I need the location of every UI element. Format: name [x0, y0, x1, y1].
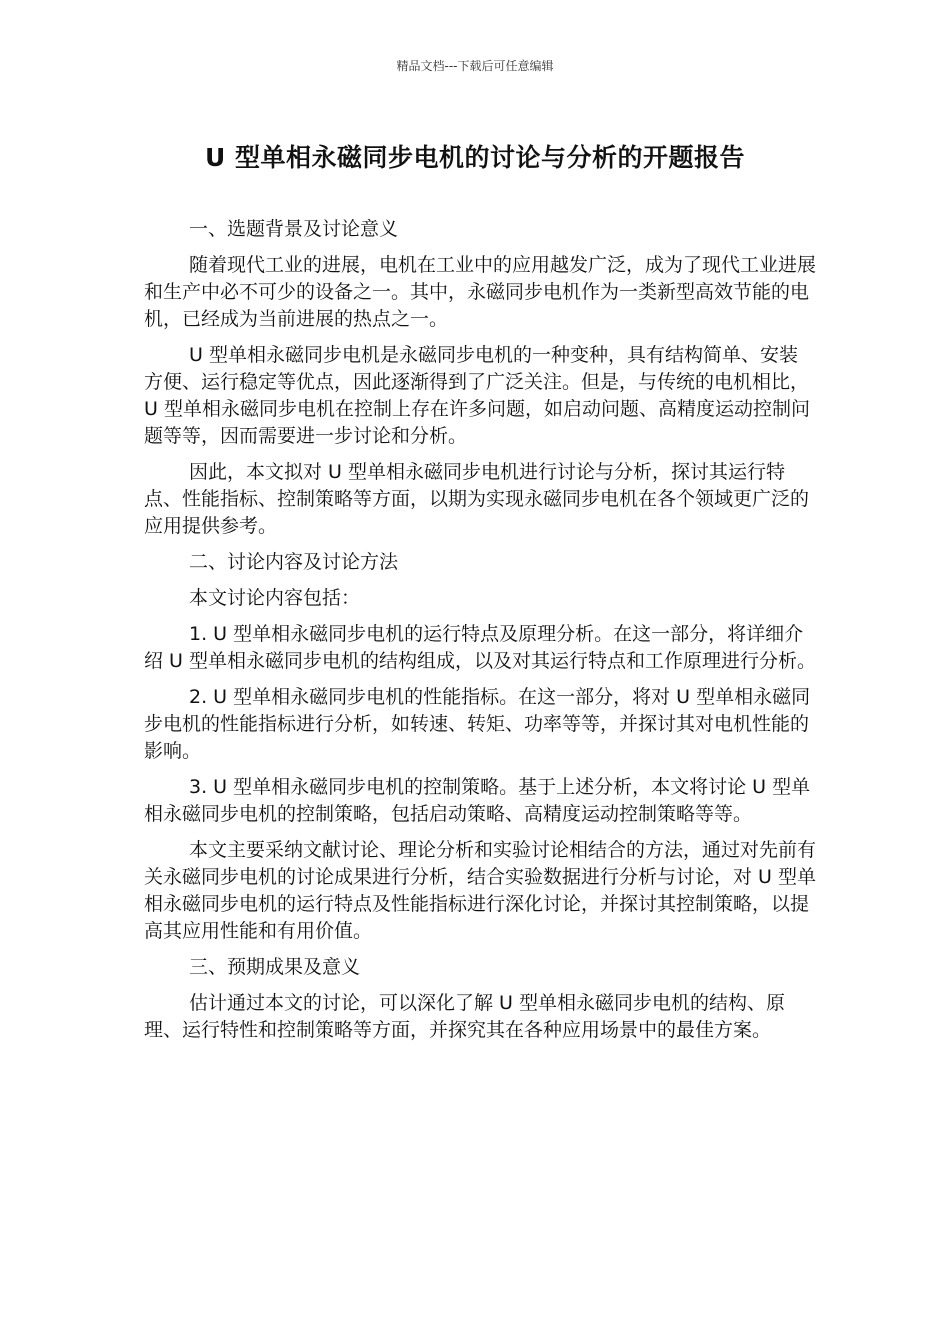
paragraph: 随着现代工业的进展，电机在工业中的应用越发广泛，成为了现代工业进展和生产中必不可少的设备之一。其中，永磁同步电机作为一类新型高效节能的电机，已经成为当前进展的热点之一。 [144, 254, 817, 330]
document-title: U 型单相永磁同步电机的讨论与分析的开题报告 [204, 143, 745, 172]
paragraph: 估计通过本文的讨论，可以深化了解 U 型单相永磁同步电机的结构、原理、运行特性和控制策略等方面，并探究其在各种应用场景中的最佳方案。 [144, 992, 785, 1041]
section-heading-2: 二、讨论内容及讨论方法 [189, 551, 399, 573]
paragraph: 本文主要采纳文献讨论、理论分析和实验讨论相结合的方法，通过对先前有关永磁同步电机的讨论成果进行分析，结合实验数据进行分析与讨论，对 U 型单相永磁同步电机的运行特点及性能指标进行深化讨论，并探讨其控制策略，以提高其应用性能和有用价值。 [144, 839, 817, 942]
list-item-3: 3. U 型单相永磁同步电机的控制策略。基于上述分析，本文将讨论 U 型单相永磁同步电机的控制策略，包括启动策略、高精度运动控制策略等等。 [144, 776, 811, 825]
section-heading-3: 三、预期成果及意义 [189, 956, 361, 978]
paragraph: 本文讨论内容包括： [189, 587, 361, 609]
list-item-2: 2. U 型单相永磁同步电机的性能指标。在这一部分，将对 U 型单相永磁同步电机的性能指标进行分析，如转速、转矩、功率等等，并探讨其对电机性能的影响。 [144, 686, 811, 762]
list-item-1: 1. U 型单相永磁同步电机的运行特点及原理分析。在这一部分，将详细介绍 U 型单相永磁同步电机的结构组成，以及对其运行特点和工作原理进行分析。 [144, 623, 816, 672]
paragraph: 因此，本文拟对 U 型单相永磁同步电机进行讨论与分析，探讨其运行特点、性能指标、控制策略等方面，以期为实现永磁同步电机在各个领域更广泛的应用提供参考。 [144, 461, 810, 537]
document-body [144, 216, 816, 1053]
paragraph: U 型单相永磁同步电机是永磁同步电机的一种变种，具有结构简单、安装方便、运行稳定等优点，因此逐渐得到了广泛关注。但是，与传统的电机相比，U 型单相永磁同步电机在控制上存在许多问题，如启动问题、高精度运动控制问题等等，因而需要进一步讨论和分析。 [144, 344, 810, 447]
header-note: 精品文档---下载后可任意编辑 [396, 59, 554, 73]
section-heading-1: 一、选题背景及讨论意义 [189, 218, 399, 240]
